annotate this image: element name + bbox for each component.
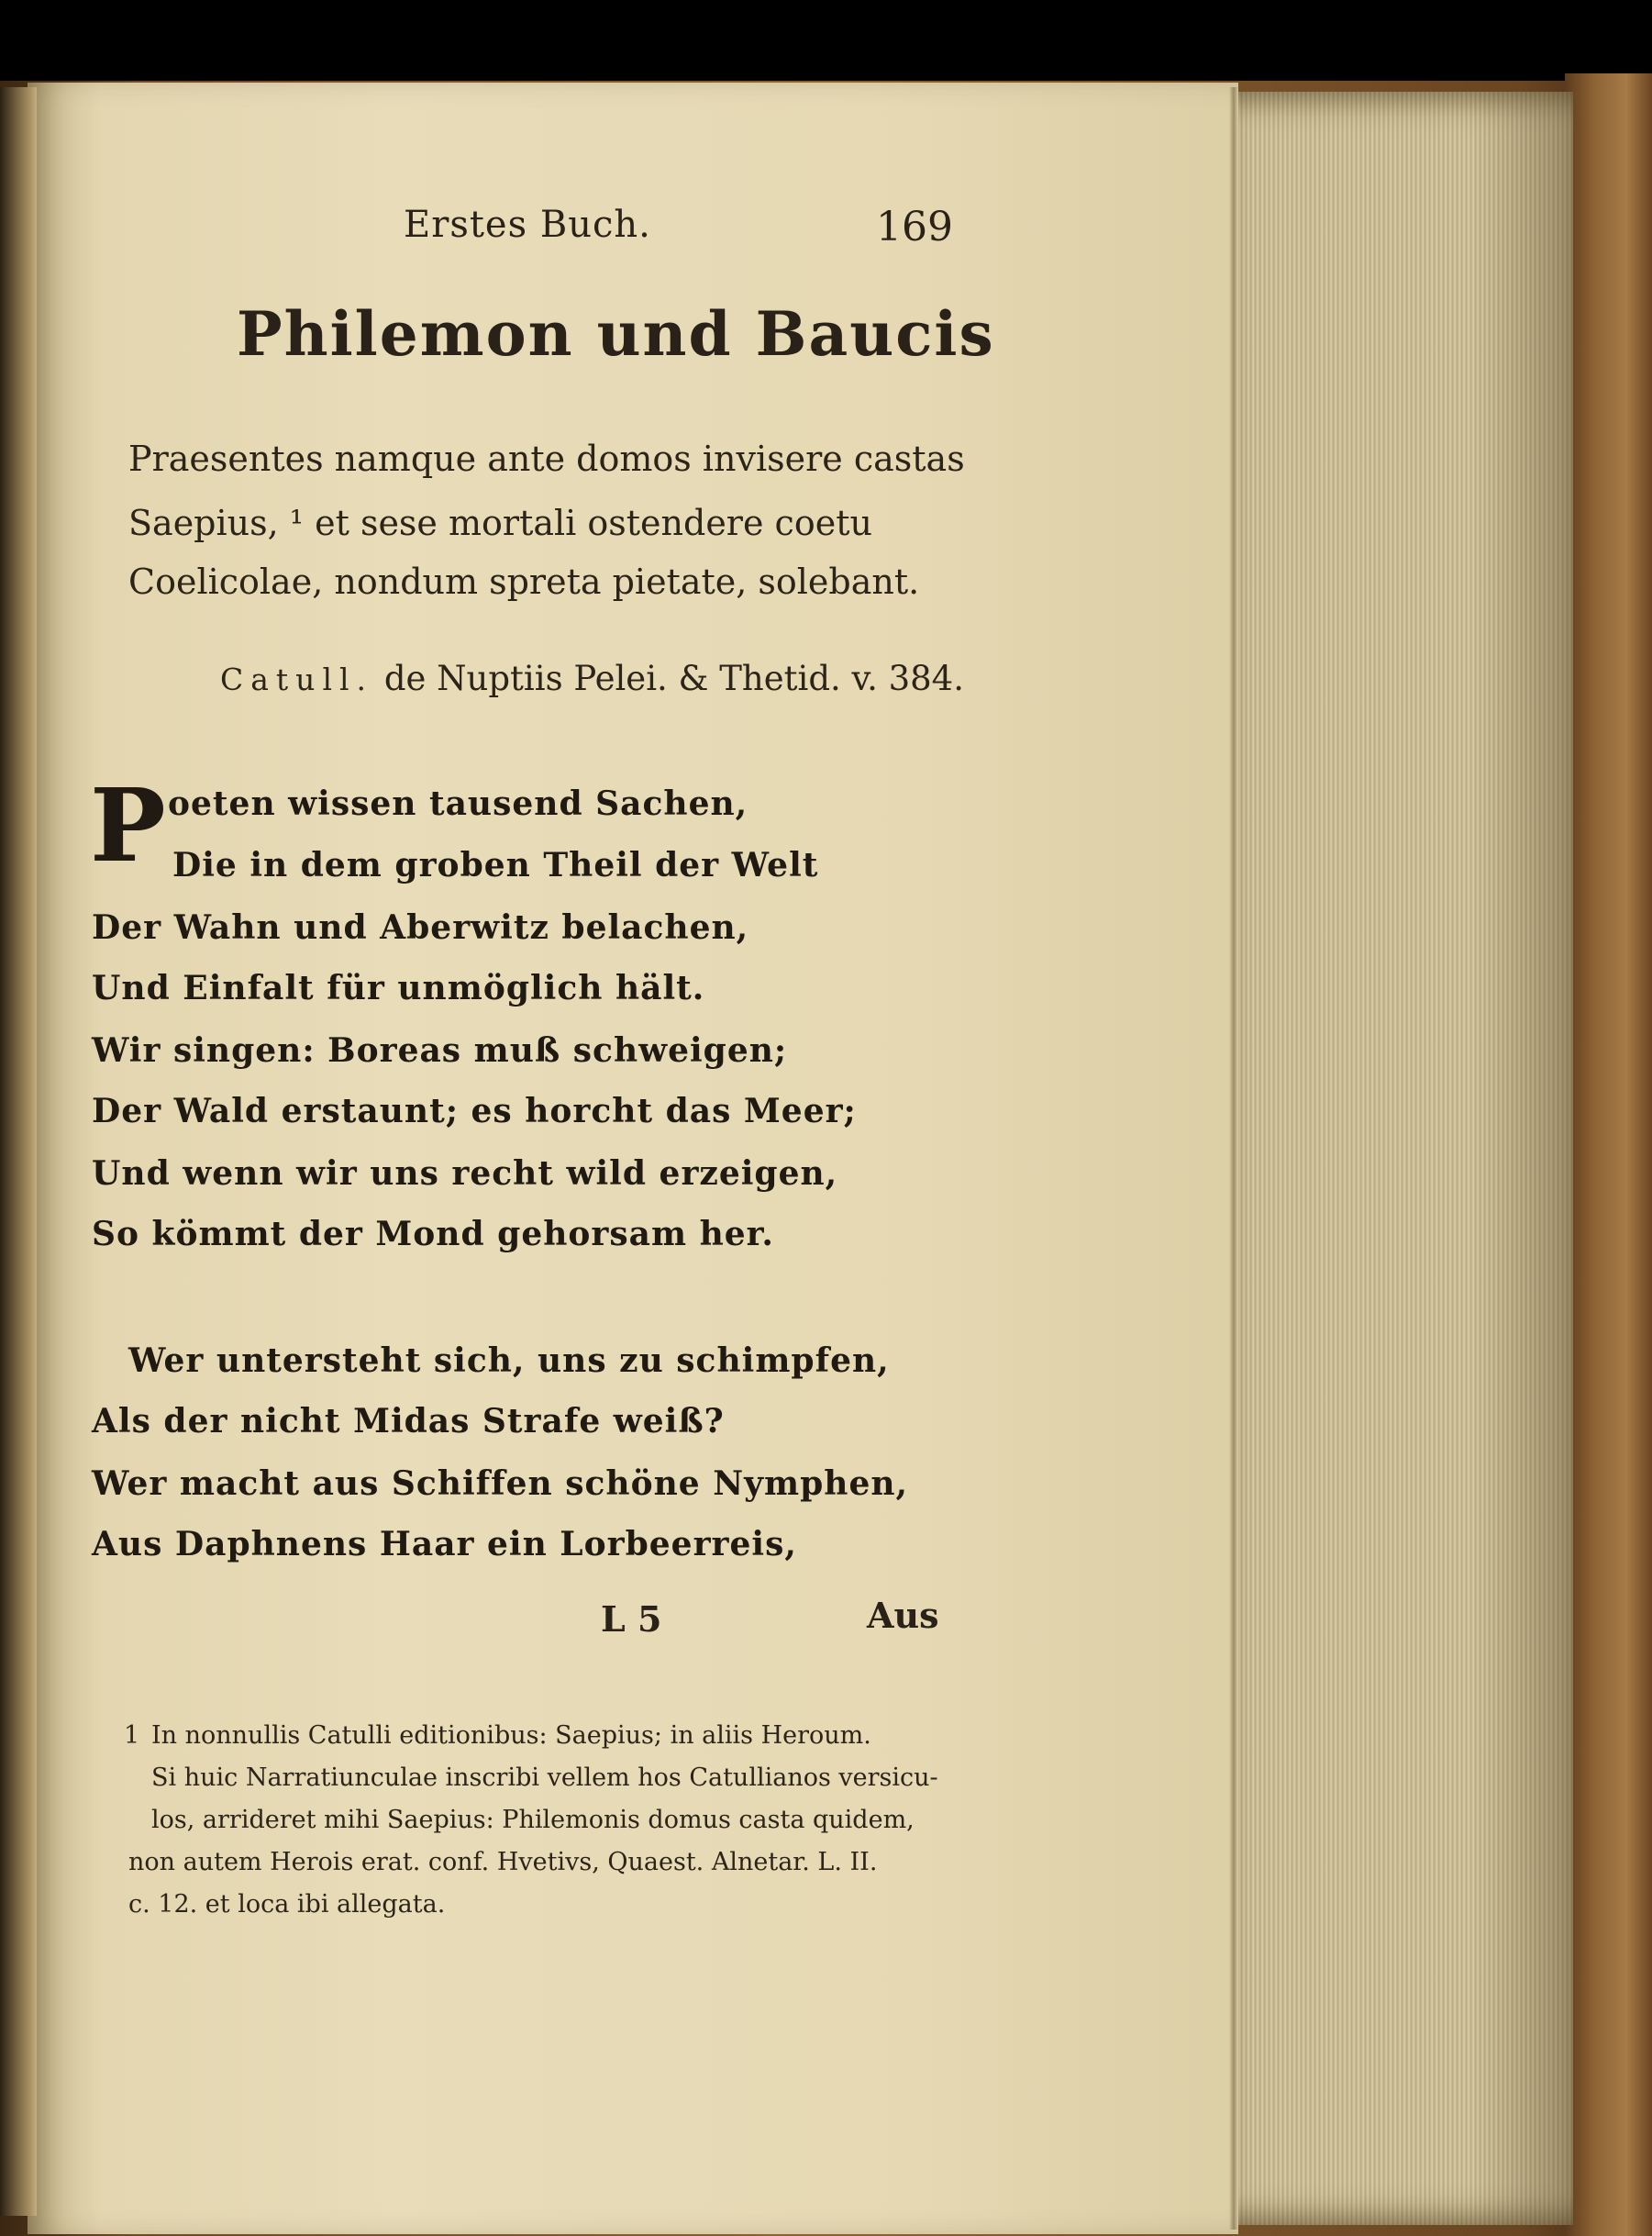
- verse-line: Und Einfalt für unmöglich hält.: [92, 969, 705, 1007]
- epigraph-line: Saepius, ¹ et sese mortali ostendere coetu: [128, 503, 872, 543]
- footnote-line: los, arrideret mihi Saepius: Philemonis domus casta quidem,: [151, 1806, 915, 1834]
- citation-author: Catull.: [220, 662, 374, 697]
- citation-source: de Nuptiis Pelei. & Thetid. v. 384.: [383, 659, 964, 698]
- page-stack-shade: [1234, 92, 1573, 2225]
- page-edge-shadow: [1229, 87, 1238, 2230]
- cover-edge: [1565, 73, 1652, 2236]
- verse-line: Wir singen: Boreas muß schweigen;: [92, 1031, 788, 1070]
- drop-cap: P: [90, 766, 166, 884]
- footnote-line: c. 12. et loca ibi allegata.: [128, 1890, 446, 1919]
- running-head: Erstes Buch.: [404, 204, 651, 246]
- signature-mark: L 5: [601, 1598, 662, 1640]
- verse-line: oeten wissen tausend Sachen,: [168, 784, 748, 823]
- epigraph-citation: [220, 659, 964, 698]
- verse-line: So kömmt der Mond gehorsam her.: [92, 1215, 774, 1253]
- verse-line: Die in dem groben Theil der Welt: [172, 846, 819, 884]
- footnote-line: Si huic Narratiunculae inscribi vellem hos Catullianos versicu-: [151, 1763, 938, 1792]
- footnote-line: non autem Herois erat. conf. Hvetivs, Quaest. Alnetar. L. II.: [128, 1848, 878, 1876]
- catchword: Aus: [867, 1595, 939, 1636]
- page-number: 169: [876, 204, 953, 250]
- verse-line: Und wenn wir uns recht wild erzeigen,: [92, 1154, 838, 1193]
- verse-line: Als der nicht Midas Strafe weiß?: [92, 1402, 725, 1441]
- page-title: Philemon und Baucis: [237, 298, 995, 370]
- verse-line: Wer macht aus Schiffen schöne Nymphen,: [92, 1464, 909, 1503]
- epigraph-line: Praesentes namque ante domos invisere castas: [128, 439, 965, 479]
- verse-line: Der Wahn und Aberwitz belachen,: [92, 908, 749, 947]
- footnote-number: 1: [124, 1721, 140, 1750]
- left-page-edge: [0, 87, 37, 2216]
- verse-line: Der Wald erstaunt; es horcht das Meer;: [92, 1092, 857, 1130]
- verse-line: Aus Daphnens Haar ein Lorbeerreis,: [92, 1525, 797, 1563]
- epigraph-line: Coelicolae, nondum spreta pietate, solebant.: [128, 562, 920, 602]
- footnote-line: In nonnullis Catulli editionibus: Saepius; in aliis Heroum.: [151, 1721, 871, 1750]
- verse-line: Wer untersteht sich, uns zu schimpfen,: [128, 1341, 890, 1380]
